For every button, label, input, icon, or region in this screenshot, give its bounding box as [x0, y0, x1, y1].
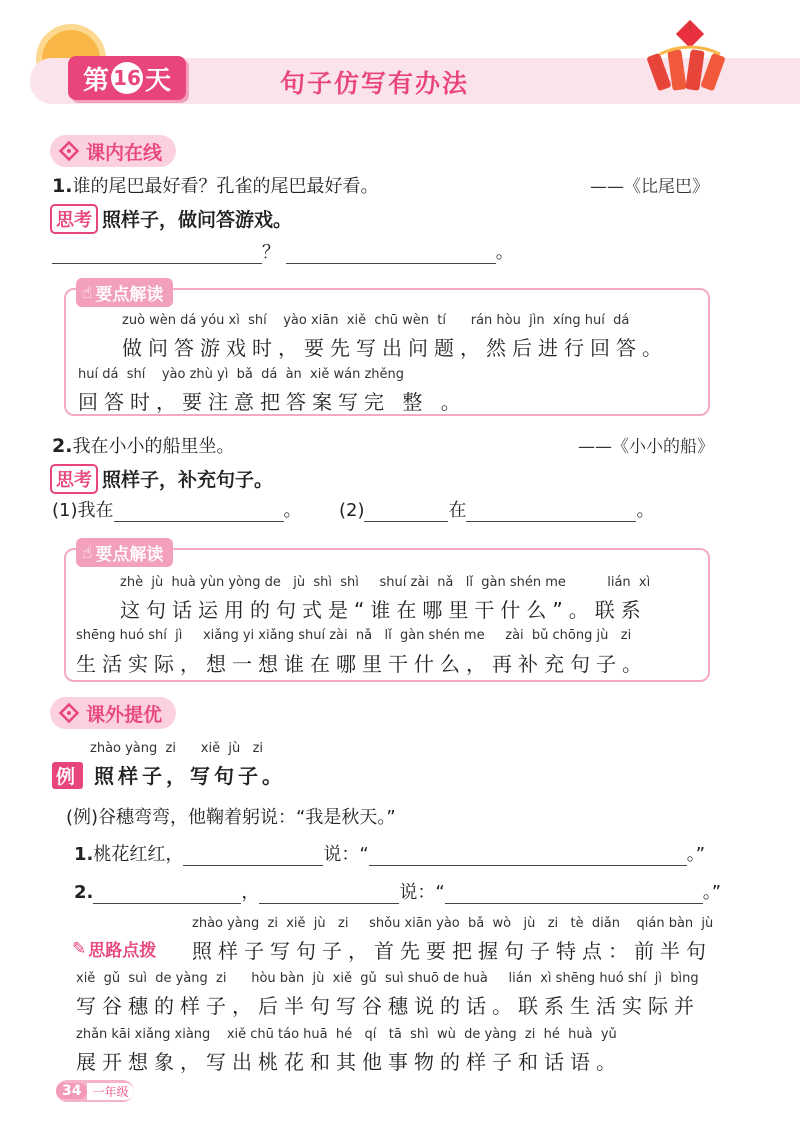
box1-hanzi-1: 做问答游戏时，要先写出问题，然后进行回答。	[122, 336, 668, 360]
blank-question[interactable]	[52, 241, 262, 264]
exercise-1-text: 桃花红红，	[93, 844, 184, 865]
box2-hanzi-2: 生活实际，想一想谁在哪里干什么，再补充句子。	[76, 652, 648, 676]
tips-hanzi-2: 写谷穗的样子，后半句写谷穗说的话。联系生活实际并	[76, 994, 700, 1018]
page-number: 34	[56, 1083, 87, 1099]
think-text: 照样子，做问答游戏。	[102, 209, 293, 231]
exercise-1-end: 。”	[686, 844, 706, 865]
tips-hanzi-3: 展开想象，写出桃花和其他事物的样子和话语。	[76, 1050, 622, 1074]
exercise-2-say: 说：“	[399, 882, 445, 903]
example-sample: (例)谷穗弯弯，他鞠着躬说：“我是秋天。”	[66, 807, 396, 828]
question-2-text: 我在小小的船里坐。	[72, 436, 235, 457]
tips-pinyin-2: xiě gǔ suì de yàng zi hòu bàn jù xiě gǔ suì shuō de huà lián xì shēng huó shí jì bìng	[76, 971, 699, 986]
tip-box-1-label-text: 要点解读	[95, 285, 164, 305]
exercise-2-number: 2.	[74, 882, 94, 903]
blank-ex-2c[interactable]	[445, 881, 703, 904]
box2-pinyin-1: zhè jù huà yùn yòng de jù shì shì shuí zài nǎ lǐ gàn shén me lián xì	[120, 575, 651, 590]
fill-2-end: 。	[636, 500, 655, 521]
period-mark: 。	[495, 242, 514, 263]
question-2	[52, 432, 234, 458]
box2-hanzi-1: 这句话运用的句式是“谁在哪里干什么”。联系	[120, 598, 647, 622]
fill-2-prefix: (2)	[338, 500, 365, 521]
tips-hanzi-1: 照样子写句子，首先要把握句子特点：前半句	[192, 939, 712, 963]
section-extra	[50, 697, 176, 729]
section-in-class-label: 课内在线	[86, 141, 163, 164]
exercise-1	[74, 840, 705, 866]
fill-1-prefix: (1)我在	[52, 500, 114, 521]
page-title: 句子仿写有办法	[280, 69, 470, 98]
tip-box-2-label-text: 要点解读	[95, 545, 164, 565]
section-in-class	[50, 135, 176, 167]
tips-icon: ✎	[72, 938, 87, 959]
blank-answer[interactable]	[286, 241, 496, 264]
exercise-2-comma: ，	[241, 882, 260, 903]
page-footer	[56, 1080, 134, 1102]
think-tag-2: 思考	[50, 464, 98, 494]
answer-row-1	[52, 238, 522, 264]
day-suffix: 天	[145, 65, 172, 96]
think-text-2: 照样子，补充句子。	[102, 469, 274, 491]
question-mark: ？	[262, 242, 280, 263]
question-1-think	[50, 204, 292, 234]
exercise-1-say: 说：“	[323, 844, 369, 865]
fill-2-mid: 在	[448, 500, 467, 521]
day-badge	[68, 56, 186, 100]
example-heading	[52, 760, 286, 789]
box1-pinyin-1: zuò wèn dá yóu xì shí yào xiān xiě chū wèn tí rán hòu jìn xíng huí dá	[122, 313, 630, 328]
example-pinyin: zhào yàng zi xiě jù zi	[90, 741, 264, 756]
example-tag: 例	[52, 762, 83, 789]
blank-ex-1b[interactable]	[369, 843, 687, 866]
tip-box-1-label	[76, 278, 173, 307]
box1-hanzi-2: 回答时，要注意把答案写完 整 。	[78, 390, 467, 414]
grade-label: 一年级	[87, 1083, 133, 1100]
think-tag: 思考	[50, 204, 98, 234]
question-2-number: 2.	[52, 435, 73, 457]
box1-pinyin-2: huí dá shí yào zhù yì bǎ dá àn xiě wán zhěng	[78, 367, 405, 382]
question-1-text: 谁的尾巴最好看？孔雀的尾巴最好看。	[72, 176, 379, 197]
question-1	[52, 172, 378, 198]
question-2-source: ——《小小的船》	[578, 437, 714, 457]
question-1-source: ——《比尾巴》	[590, 177, 709, 197]
day-prefix: 第	[82, 65, 109, 96]
chinese-knot-icon-2	[58, 702, 80, 724]
question-1-number: 1.	[52, 175, 73, 197]
blank-ex-2a[interactable]	[93, 881, 241, 904]
blank-ex-2b[interactable]	[259, 881, 399, 904]
answer-row-2	[52, 496, 654, 522]
example-title: 照样子，写句子。	[93, 764, 286, 788]
blank-2-1[interactable]	[114, 499, 284, 522]
section-extra-label: 课外提优	[86, 703, 163, 726]
box2-pinyin-2: shēng huó shí jì xiǎng yi xiǎng shuí zài nǎ lǐ gàn shén me zài bǔ chōng jù zi	[76, 628, 632, 643]
hand-icon: ☝	[82, 282, 93, 303]
blank-2-2a[interactable]	[364, 499, 448, 522]
exercise-2-end: 。”	[702, 882, 722, 903]
tips-label	[72, 936, 156, 961]
tip-box-2-label	[76, 538, 173, 567]
hand-icon-2: ☝	[82, 542, 93, 563]
fill-1-end: 。	[283, 500, 302, 521]
blank-2-2b[interactable]	[466, 499, 636, 522]
day-number: 16	[111, 62, 143, 94]
tips-pinyin-3: zhǎn kāi xiǎng xiàng xiě chū táo huā hé qí tā shì wù de yàng zi hé huà yǔ	[76, 1027, 617, 1042]
tips-pinyin-1: zhào yàng zi xiě jù zi shǒu xiān yào bǎ wò jù zi tè diǎn qián bàn jù	[192, 916, 714, 931]
tips-label-text: 思路点拨	[88, 941, 157, 961]
exercise-1-number: 1.	[74, 844, 94, 865]
blank-ex-1a[interactable]	[183, 843, 323, 866]
firecracker-icon	[640, 20, 730, 102]
chinese-knot-icon	[58, 140, 80, 162]
exercise-2	[74, 878, 721, 904]
question-2-think	[50, 464, 273, 494]
